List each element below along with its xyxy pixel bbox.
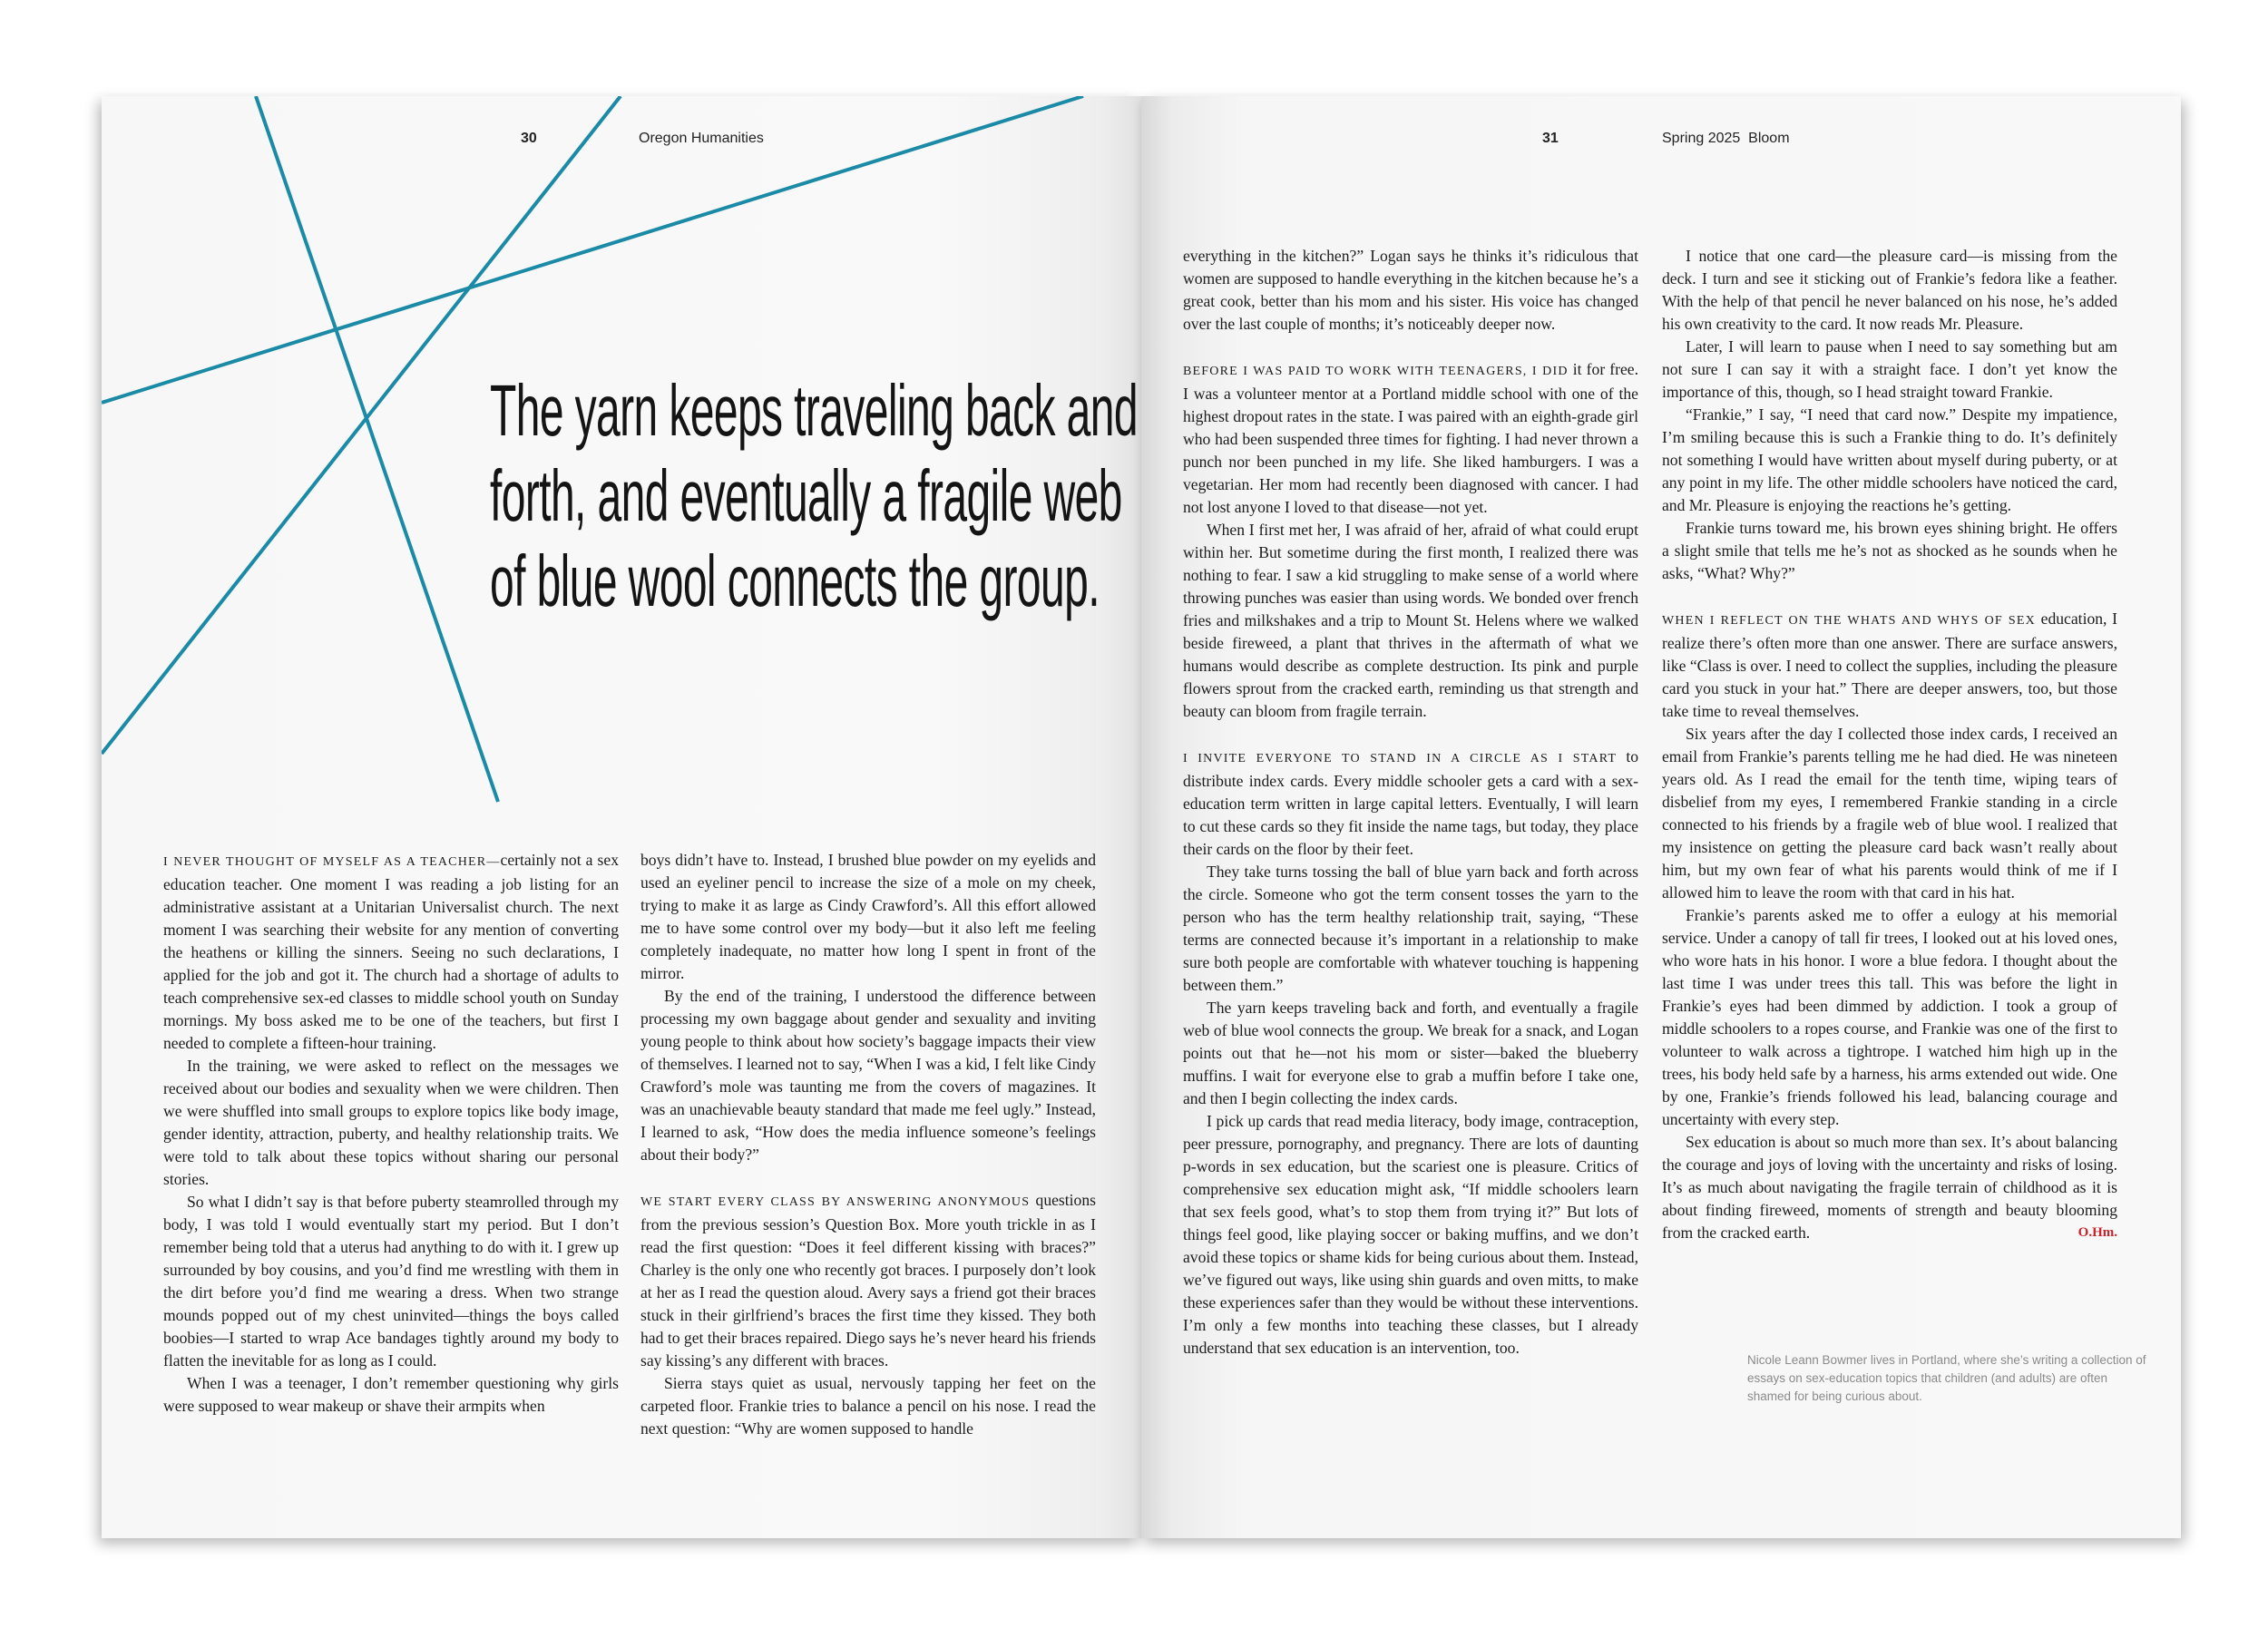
section-lead-in: I NEVER THOUGHT OF MYSELF AS A TEACHER— (163, 855, 501, 869)
folio-issue: Spring 2025 Bloom (1662, 131, 1790, 146)
paragraph: Six years after the day I collected those index cards, I received an email from Frankie’s parents telling me he had died. He was nineteen years old. As I read the email for the tenth time, wiping tears of disbelief from my eyes, I remembered Frankie standing in a circle connected to his friends by a fragile web of blue wool. I realized that my insistence on getting the pleasure card back wasn’t really about him, but my own fear of what his parents would think of me if I allowed him to leave the room with that card in his hat. (1662, 725, 2117, 902)
paragraph: When I was a teenager, I don’t remember questioning why girls were supposed to wear makeup or shave their armpits when (163, 1374, 619, 1415)
yarn-line (102, 96, 1083, 403)
body-column-3 (1183, 245, 1638, 1360)
paragraph: WHEN I REFLECT ON THE WHATS AND WHYS OF SEX education, I realize there’s often more than one answer. There are surface answers, like “Class is over. I need to collect the supplies, including the pleasure card you stuck in your hat.” There are deeper answers, too, but those take time to reveal themselves. (1662, 609, 2118, 720)
paragraph: Frankie’s parents asked me to offer a eulogy at his memorial service. Under a canopy of tall fir trees, I looked out at his loved ones, who wore hats in his honor. I wore a blue fedora. I thought about the last time I was under trees this tall. This was before the light in Frankie’s eyes had been dimmed by addiction. I took a group of middle schoolers to a ropes course, and Frankie was one of the first to volunteer to walk across a tightrope. I watched him high up in the trees, his body held safe by a harness, his arms extended out wide. One by one, Frankie’s friends followed his lead, balancing courage and uncertainty with every step. (1662, 906, 2117, 1128)
pull-quote-line: of blue wool connects the group. (490, 541, 1100, 621)
paragraph: In the training, we were asked to reflect on the messages we received about our bodies and sexuality when we were children. Then we were shuffled into small groups to explore topics like body image, gender identity, attraction, puberty, and healthy relationship traits. We were told to talk about these topics without sharing our personal stories. (163, 1057, 619, 1188)
left-page (102, 96, 1141, 1538)
section-lead-in: WHEN I REFLECT ON THE WHATS AND WHYS OF SEX (1662, 614, 2036, 628)
body-column-4 (1662, 245, 2117, 1244)
folio-page-number: 30 (521, 131, 537, 146)
paragraph: Sex education is about so much more than sex. It’s about balancing the courage and joys of loving with the uncertainty and risks of losing. It’s as much about navigating the fragile terrain of childhood as it is about finding fireweed, moments of strength and beauty blooming from the cracked earth. O.Hm. (1662, 1131, 2117, 1244)
yarn-line (256, 96, 498, 802)
right-page (1141, 96, 2181, 1538)
paragraph: The yarn keeps traveling back and forth, and eventually a fragile web of blue wool connects the group. We break for a snack, and Logan points out that he—not his mom or sister—baked the blueberry muffins. I wait for everyone else to grab a muffin before I take one, and then I begin collecting the index cards. (1183, 999, 1638, 1107)
paragraph: I NEVER THOUGHT OF MYSELF AS A TEACHER—certainly not a sex education teacher. One moment I was reading a job listing for an administrative assistant at a Unitarian Universalist church. The next moment I was searching their website for any mention of converting the heathens or killing the sinners. Seeing no such declarations, I applied for the job and got it. The church had a shortage of adults to teach comprehensive sex-ed classes to middle school youth on Sunday mornings. My boss asked me to be one of the teachers, but first I needed to complete a fifteen-hour training. (163, 851, 619, 1052)
paragraph: I notice that one card—the pleasure card—is missing from the deck. I turn and see it sticking out of Frankie’s fedora like a feather. With the help of that pencil he never balanced on his nose, he’s added his own creativity to the card. It now reads Mr. Pleasure. (1662, 247, 2117, 333)
body-column-2 (640, 849, 1096, 1440)
paragraph: Frankie turns toward me, his brown eyes shining bright. He offers a slight smile that tells me he’s not as shocked as he sounds when he asks, “What? Why?” (1662, 519, 2117, 582)
paragraph: boys didn’t have to. Instead, I brushed blue powder on my eyelids and used an eyeliner pencil to increase the size of a mole on my cheek, trying to make it as large as Cindy Crawford’s. All this effort allowed me to have some control over my body—but it also left me feeling completely inadequate, no matter how long I spent in front of the mirror. (640, 851, 1096, 982)
paragraph: WE START EVERY CLASS BY ANSWERING ANONYMOUS questions from the previous session’s Question Box. More youth trickle in as I read the first question: “Does it feel different kissing with braces?” Charley is the only one who recently got braces. I purposely don’t look at her as I read the question aloud. Avery says a friend got their braces stuck in their girlfriend’s braces the first time they kissed. They both had to get their braces repaired. Diego says he’s never heard his friends say kissing’s any different with braces. (640, 1191, 1096, 1370)
author-bio: Nicole Leann Bowmer lives in Portland, where she’s writing a collection of essays on sex-education topics that children (and adults) are often shamed for being curious about. (1747, 1353, 2146, 1403)
paragraph: Sierra stays quiet as usual, nervously tapping her feet on the carpeted floor. Frankie tries to balance a pencil on his nose. I read the next question: “Why are women supposed to handle (640, 1374, 1096, 1438)
paragraph: Later, I will learn to pause when I need to say something but am not sure I can say it with a straight face. I don’t yet know the importance of this, though, so I head straight toward Frankie. (1662, 337, 2117, 401)
pull-quote (490, 368, 1138, 624)
paragraph: I pick up cards that read media literacy, body image, contraception, peer pressure, pornography, and pregnancy. There are lots of daunting p-words in sex education, but the scariest one is pleasure. Critics of comprehensive sex education might ask, “If middle schoolers learn that sex feels good, what’s to stop them from trying it?” But lots of things feel good, like playing soccer or baking muffins, and we don’t avoid these topics or shame kids for being curious about them. Instead, we’ve figured out ways, like using shin guards and oven mitts, to make these experiences safer than they would be without these interventions. I’m only a few months into teaching these classes, but I already understand that sex education is an intervention, too. (1183, 1112, 1638, 1357)
paragraph: They take turns tossing the ball of blue yarn back and forth across the circle. Someone who got the term consent tosses the yarn to the person who has the term healthy relationship trait, saying, “These terms are connected because it’s important in a relationship to make sure both people are comfortable with whatever touching is happening between them.” (1183, 863, 1638, 994)
folio-publication: Oregon Humanities (639, 131, 764, 146)
paragraph: BEFORE I WAS PAID TO WORK WITH TEENAGERS, I DID it for free. I was a volunteer mentor at a Portland middle school with one of the highest dropout rates in the state. I was paired with an eighth-grade girl who had been suspended three times for fighting. I had never thrown a punch nor been punched in my life. She liked hamburgers. I was a vegetarian. Her mom had recently been diagnosed with cancer. I had not lost anyone I loved to that disease—not yet. (1183, 360, 1639, 516)
pull-quote-line: forth, and eventually a fragile web (490, 455, 1122, 536)
section-lead-in: BEFORE I WAS PAID TO WORK WITH TEENAGERS, I DID (1183, 365, 1569, 378)
paragraph: When I first met her, I was afraid of her, afraid of what could erupt within her. But sometime during the first month, I realized there was nothing to fear. I saw a kid struggling to make sense of a world where throwing punches was easier than using words. We bonded over french fries and milkshakes and a trip to Mount St. Helens where we walked beside fireweed, a plant that thrives in the aftermath of what we humans would describe as complete destruction. Its pink and purple flowers sprout from the cracked earth, reminding us that strength and beauty can bloom from fragile terrain. (1183, 521, 1638, 720)
paragraph: By the end of the training, I understood the difference between processing my own baggage about gender and sexuality and inviting young people to think about how society’s baggage impacts their view of themselves. I learned not to say, “When I was a kid, I felt like Cindy Crawford’s mole was taunting me from the covers of magazines. It was an unachievable beauty standard that made me feel ugly.” Instead, I learned to ask, “How does the media influence someone’s feelings about their body?” (640, 987, 1096, 1164)
pull-quote-line: The yarn keeps traveling back and (490, 370, 1138, 451)
section-lead-in: WE START EVERY CLASS BY ANSWERING ANONYMOUS (640, 1195, 1031, 1209)
paragraph: everything in the kitchen?” Logan says he thinks it’s ridiculous that women are supposed to handle everything in the kitchen because he’s a great cook, better than his mom and his sister. His voice has changed over the last couple of months; it’s noticeably deeper now. (1183, 247, 1638, 333)
paragraph: I INVITE EVERYONE TO STAND IN A CIRCLE AS I START to distribute index cards. Every middle schooler gets a card with a sex-education term written in large capital letters. Eventually, I will learn to cut these cards so they fit inside the name tags, but today, they place their cards on the floor by their feet. (1183, 747, 1638, 858)
section-lead-in: I INVITE EVERYONE TO STAND IN A CIRCLE AS I START (1183, 752, 1618, 765)
paragraph: So what I didn’t say is that before puberty steamrolled through my body, I was told I would eventually start my period. But I don’t remember being told that a uterus had anything to do with it. I grew up surrounded by boy cousins, and you’d find me wrestling with them in the dirt before you’d find me wearing a dress. When two strange mounds popped out of my chest uninvited—things the boys called boobies—I started to wrap Ace bandages tightly around my body to flatten the inevitable for as long as I could. (163, 1193, 619, 1370)
end-sign: O.Hm. (2077, 1225, 2117, 1240)
folio-page-number: 31 (1542, 131, 1559, 146)
paragraph: “Frankie,” I say, “I need that card now.” Despite my impatience, I’m smiling because this is such a Frankie thing to do. It’s definitely not something I would have written about myself during puberty, or at any point in my life. The other middle schoolers have noticed the card, and Mr. Pleasure is enjoying the reactions he’s getting. (1662, 405, 2117, 514)
body-column-1 (163, 849, 619, 1418)
